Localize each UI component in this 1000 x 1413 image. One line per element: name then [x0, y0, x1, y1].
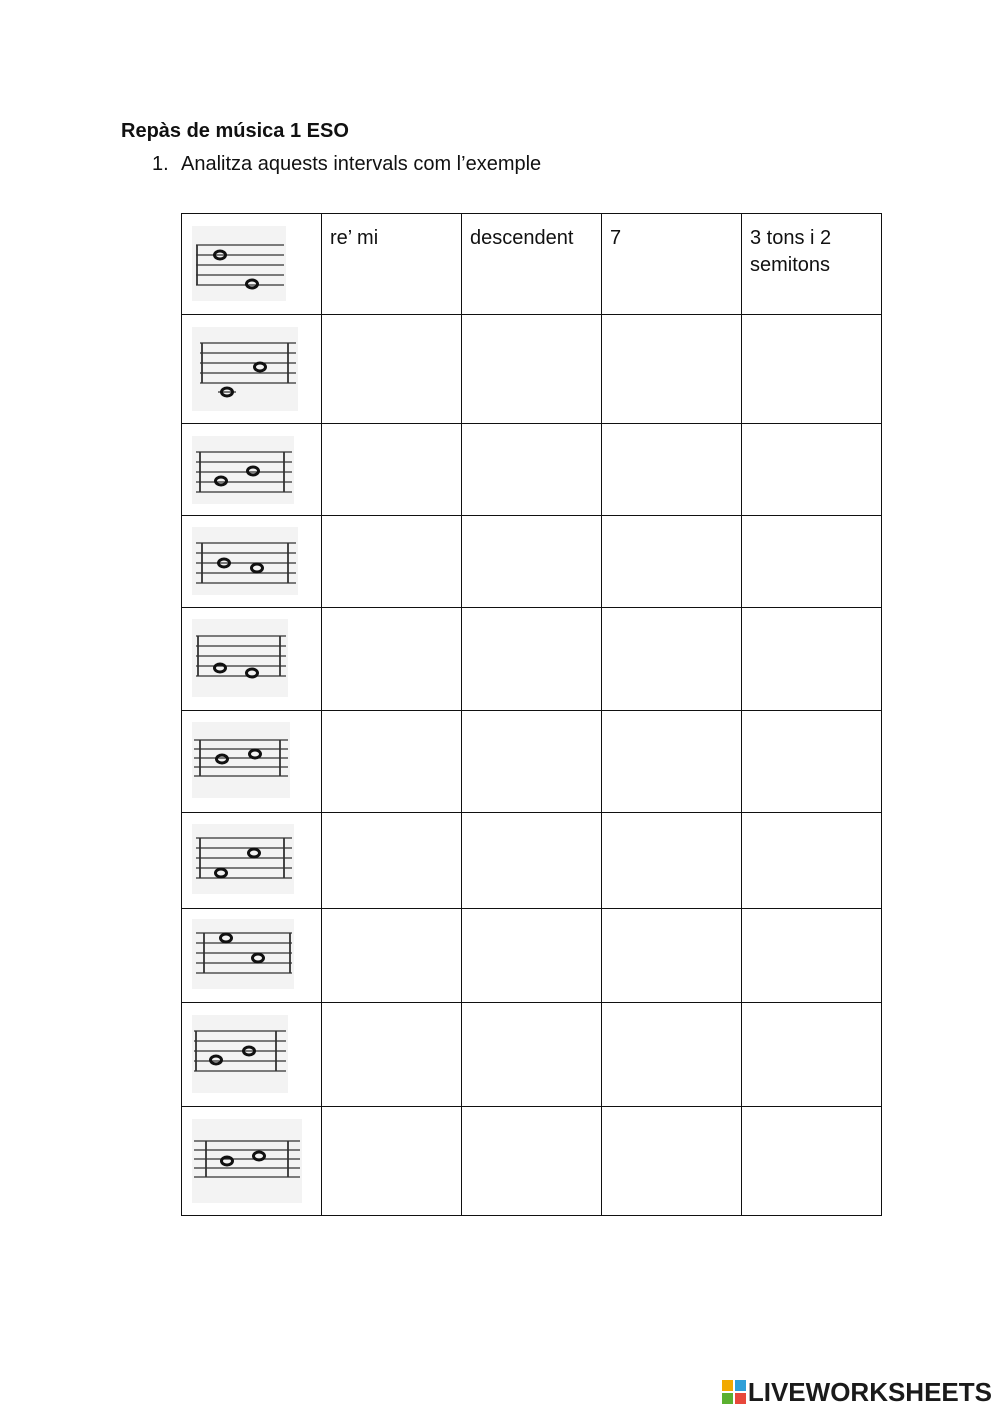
table-row	[182, 214, 882, 315]
notes-cell[interactable]	[322, 813, 462, 909]
liveworksheets-logo	[722, 1377, 992, 1407]
direction-cell[interactable]	[462, 424, 602, 516]
interval-cell[interactable]	[602, 424, 742, 516]
direction-cell[interactable]	[462, 813, 602, 909]
instruction-text: Analitza aquests intervals com l’exemple	[181, 153, 542, 175]
staff-cell	[182, 516, 322, 608]
staff-cell	[182, 315, 322, 424]
direction-cell[interactable]	[462, 608, 602, 711]
tones-cell[interactable]	[742, 214, 882, 315]
table-row	[182, 516, 882, 608]
music-staff-image	[192, 436, 294, 504]
tones-cell[interactable]	[742, 608, 882, 711]
interval-cell[interactable]	[602, 608, 742, 711]
tones-cell[interactable]	[742, 909, 882, 1003]
interval-text: 7	[610, 227, 622, 249]
table-row	[182, 813, 882, 909]
music-staff-image	[192, 619, 288, 697]
tones-cell[interactable]	[742, 711, 882, 813]
interval-cell[interactable]	[602, 1003, 742, 1107]
notes-cell[interactable]	[322, 214, 462, 315]
staff-cell	[182, 813, 322, 909]
direction-cell[interactable]	[462, 711, 602, 813]
music-staff-image	[192, 527, 298, 595]
notes-cell[interactable]	[322, 909, 462, 1003]
interval-cell[interactable]	[602, 315, 742, 424]
interval-cell[interactable]	[602, 711, 742, 813]
direction-cell[interactable]	[462, 1107, 602, 1216]
direction-cell[interactable]	[462, 315, 602, 424]
table-row	[182, 1107, 882, 1216]
interval-cell[interactable]	[602, 516, 742, 608]
table-row	[182, 711, 882, 813]
interval-cell[interactable]	[602, 1107, 742, 1216]
tones-cell[interactable]	[742, 1107, 882, 1216]
instruction	[152, 153, 541, 176]
notes-cell[interactable]	[322, 516, 462, 608]
music-staff-image	[192, 1015, 288, 1093]
notes-cell[interactable]	[322, 608, 462, 711]
table-row	[182, 315, 882, 424]
staff-cell	[182, 214, 322, 315]
tones-cell[interactable]	[742, 813, 882, 909]
staff-cell	[182, 711, 322, 813]
tones-cell[interactable]	[742, 424, 882, 516]
liveworksheets-logo-icon	[722, 1380, 746, 1404]
notes-cell[interactable]	[322, 424, 462, 516]
direction-cell[interactable]	[462, 909, 602, 1003]
notes-cell[interactable]	[322, 711, 462, 813]
direction-cell[interactable]	[462, 516, 602, 608]
music-staff-image	[192, 1119, 302, 1203]
tones-cell[interactable]	[742, 315, 882, 424]
worksheet-title: Repàs de música 1 ESO	[121, 120, 349, 142]
notes-cell[interactable]	[322, 1003, 462, 1107]
instruction-number: 1.	[152, 153, 169, 175]
staff-cell	[182, 909, 322, 1003]
tones-cell[interactable]	[742, 516, 882, 608]
staff-cell	[182, 608, 322, 711]
direction-cell[interactable]	[462, 214, 602, 315]
staff-cell	[182, 1003, 322, 1107]
music-staff-image	[192, 722, 290, 798]
tones-cell[interactable]	[742, 1003, 882, 1107]
table-row	[182, 424, 882, 516]
staff-cell	[182, 1107, 322, 1216]
tones-text: 3 tons i 2 semitons	[750, 227, 832, 276]
direction-text: descendent	[470, 227, 574, 249]
notes-cell[interactable]	[322, 315, 462, 424]
liveworksheets-brand: LIVEWORKSHEETS	[747, 1376, 992, 1407]
music-staff-image	[192, 327, 298, 411]
interval-cell[interactable]	[602, 214, 742, 315]
intervals-table	[181, 213, 882, 1216]
notes-text: re’ mi	[330, 227, 379, 249]
staff-cell	[182, 424, 322, 516]
table-row	[182, 608, 882, 711]
interval-cell[interactable]	[602, 813, 742, 909]
direction-cell[interactable]	[462, 1003, 602, 1107]
music-staff-image	[192, 919, 294, 989]
music-staff-image	[192, 226, 286, 301]
table-row	[182, 909, 882, 1003]
music-staff-image	[192, 824, 294, 894]
interval-cell[interactable]	[602, 909, 742, 1003]
notes-cell[interactable]	[322, 1107, 462, 1216]
table-row	[182, 1003, 882, 1107]
